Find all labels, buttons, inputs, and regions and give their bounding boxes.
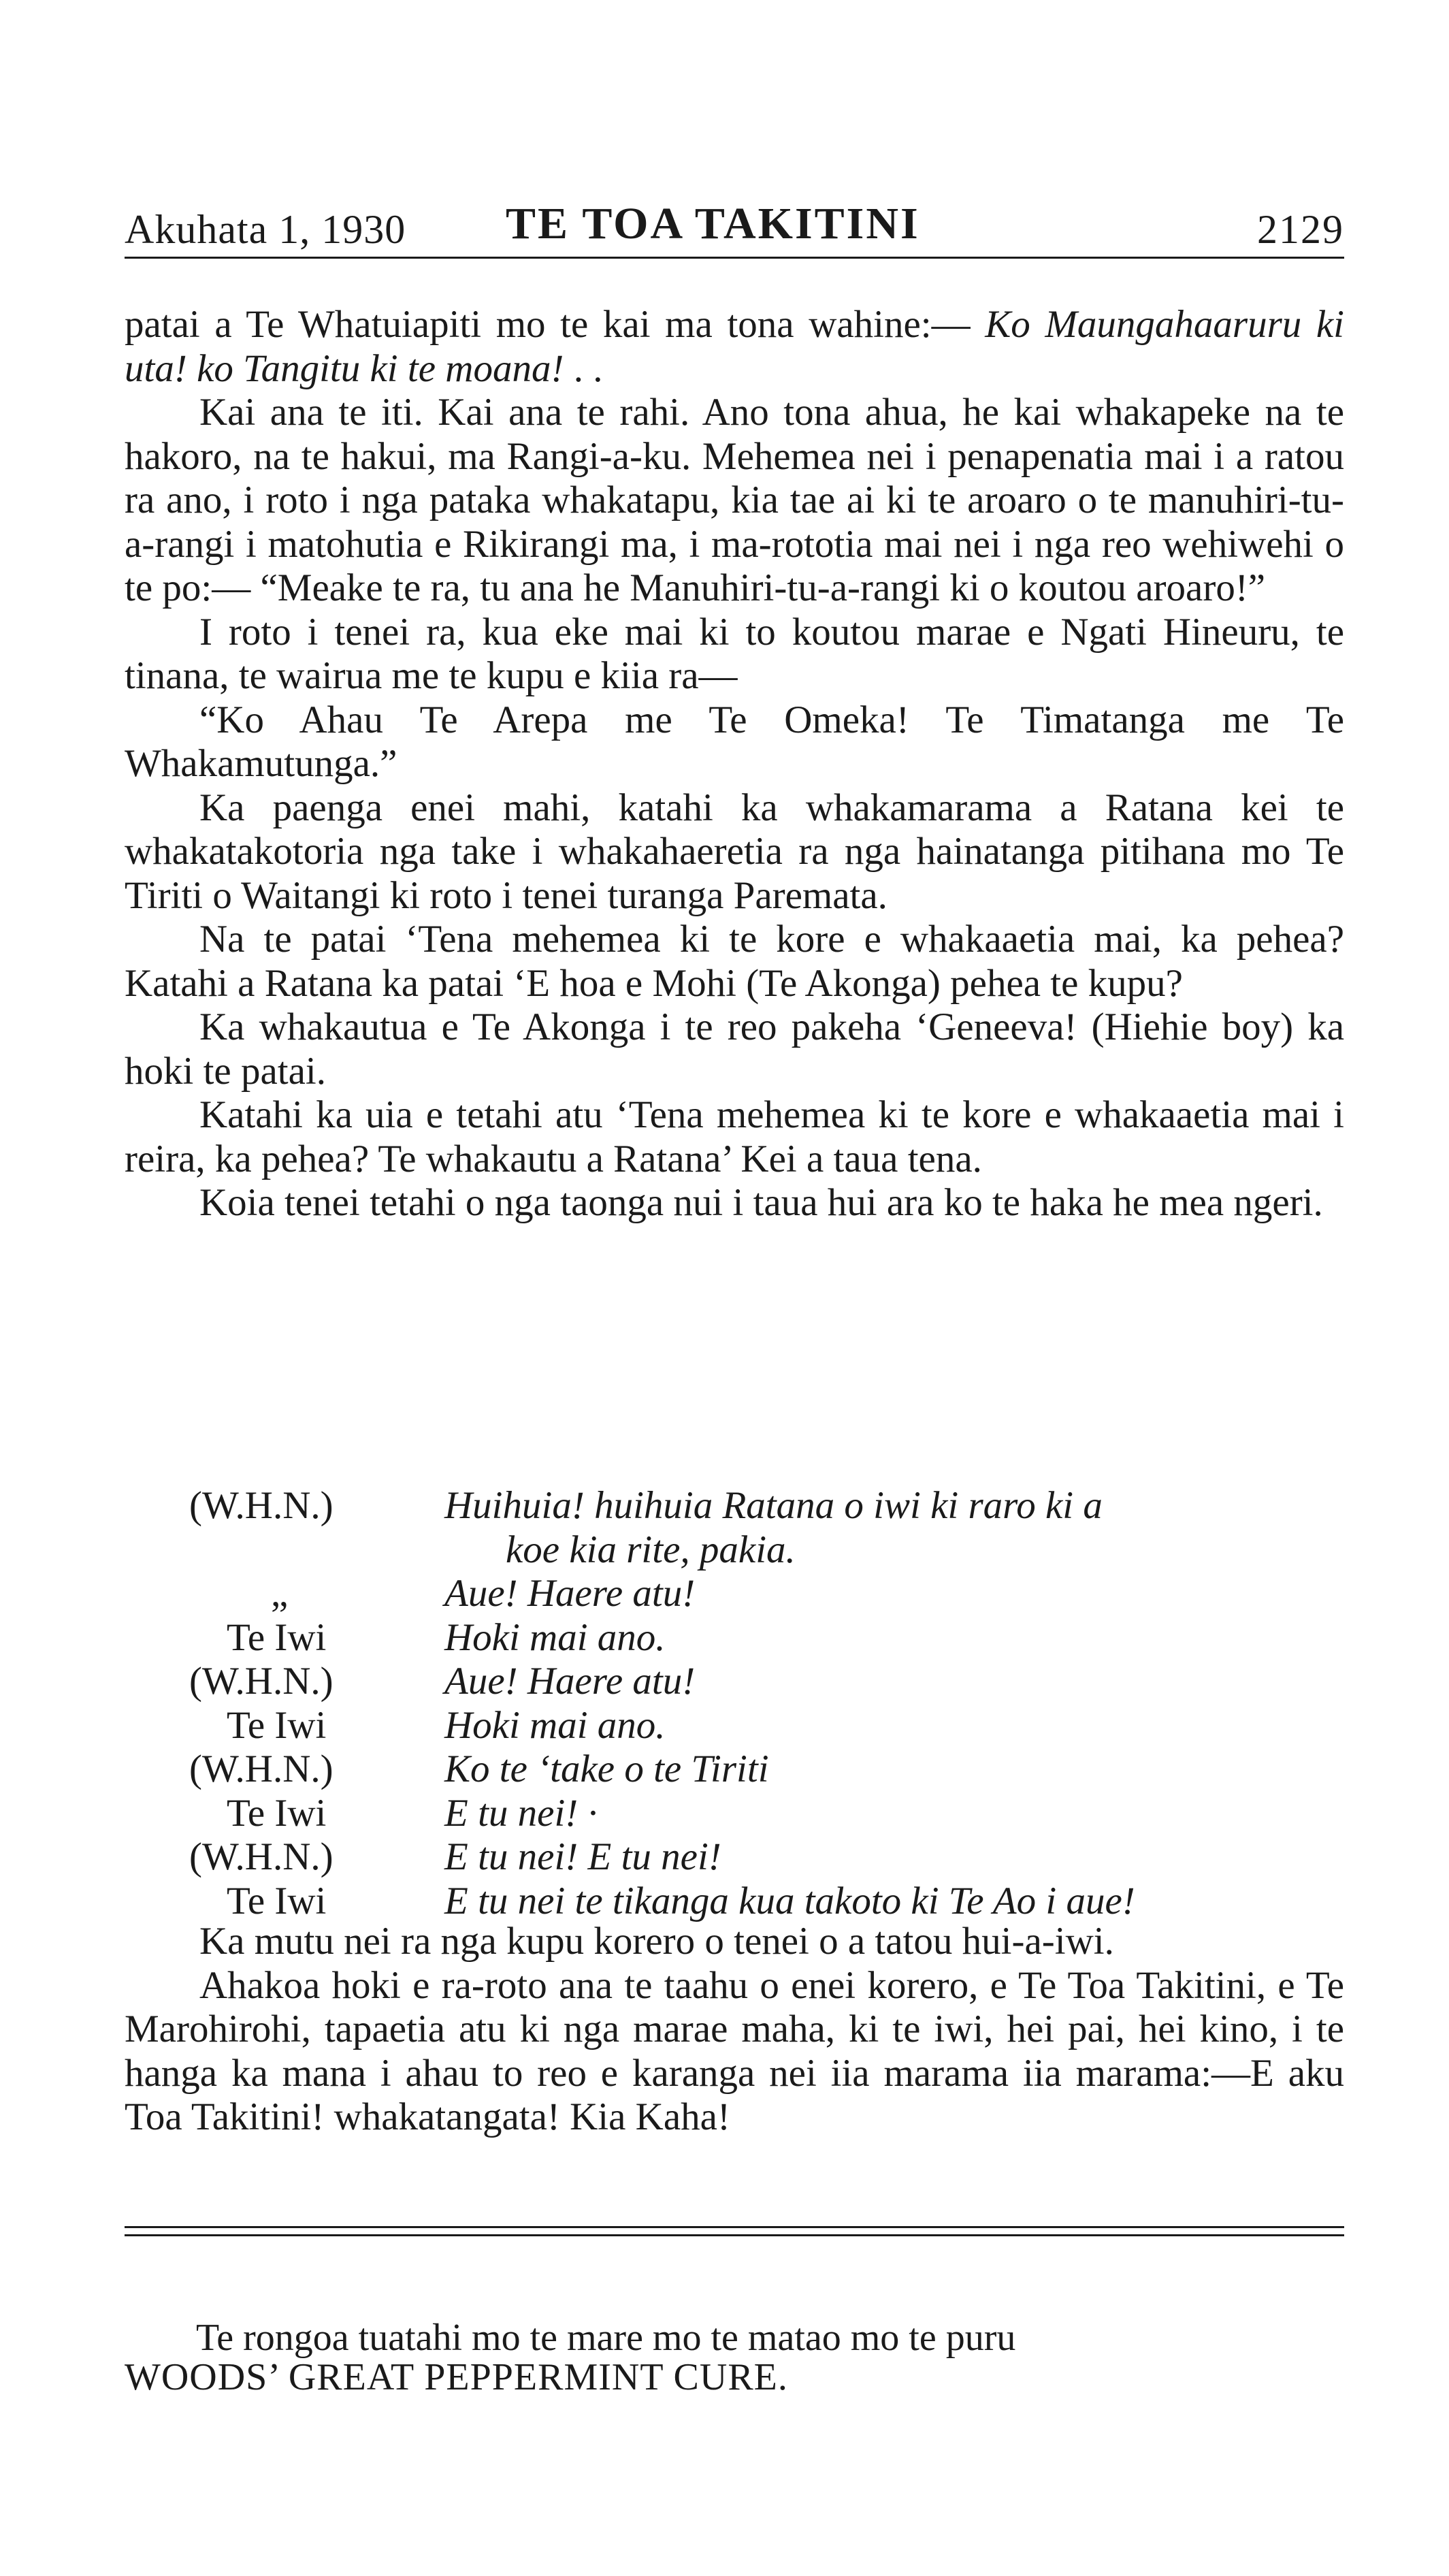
chant-text: Hoki mai ano. [444, 1615, 666, 1659]
chant-speaker: Te Iwi [227, 1615, 327, 1659]
haka-chant [125, 1484, 1344, 1923]
chant-speaker: (W.H.N.) [189, 1748, 333, 1790]
header-rule [125, 257, 1344, 259]
chant-text: Aue! Haere atu! [444, 1572, 696, 1615]
chant-speaker: (W.H.N.) [189, 1835, 333, 1878]
chant-speaker: Te Iwi [227, 1879, 327, 1922]
chant-speaker: (W.H.N.) [189, 1484, 333, 1527]
chant-speaker: Te Iwi [227, 1791, 327, 1835]
chant-line [125, 1792, 1344, 1836]
paragraph [125, 1093, 1344, 1181]
chant-text: Hoki mai ano. [444, 1703, 666, 1747]
advert-product: WOODS’ GREAT PEPPERMINT CURE. [125, 2356, 788, 2398]
chant-text: Huihuia! huihuia Ratana o iwi ki raro ki a [444, 1484, 1103, 1527]
chant-text: E tu nei te tikanga kua takoto ki Te Ao i aue! [444, 1879, 1135, 1922]
text-run: . . [564, 347, 603, 390]
chant-speaker: „ [271, 1572, 289, 1615]
text-run: Na te patai ‘Tena mehemea ki te kore e whakaaetia mai, ka pehea? Katahi a Ratana ka patai ‘E hoa e Mohi (Te Akonga) pehea te kupu? [125, 918, 1344, 1005]
text-run: Kai ana te iti. Kai ana te rahi. Ano tona ahua, he kai whakapeke na te hakoro, na te hakui, ma Rangi-a-ku. Mehemea nei i penapenatia mai i a ratou ra ano, i roto i nga pataka whakatapu, kia tae ai ki te aroaro o te manuhiri-tu-a-rangi i matohutia e Rikirangi ma, i ma-rototia mai nei i nga reo wehiwehi o te po:— “Meake te ra, tu ana he Manuhiri-tu-a-rangi ki o koutou aroaro!” [125, 391, 1344, 609]
page-header [125, 194, 1344, 257]
text-run: Katahi ka uia e tetahi atu ‘Tena mehemea ki te kore e whakaaetia mai i reira, ka pehea? Te whakautu a Ratana’ Kei a taua tena. [125, 1093, 1344, 1180]
text-run: patai a Te Whatuiapiti mo te kai ma tona wahine:— [125, 303, 986, 346]
advertisement [125, 2318, 1344, 2397]
text-run: Ka paenga enei mahi, katahi ka whakamarama a Ratana kei te whakatakotoria nga take i whakahaeretia ra nga hainatanga pitihana mo Te Tiriti o Waitangi ki roto i tenei turanga Paremata. [125, 786, 1344, 917]
issue-date: Akuhata 1, 1930 [125, 207, 406, 252]
masthead-title: TE TOA TAKITINI [506, 199, 920, 248]
chant-text: E tu nei! E tu nei! [444, 1835, 721, 1878]
chant-line [125, 1660, 1344, 1704]
chant-line [125, 1880, 1344, 1924]
footer-rule-top [125, 2226, 1344, 2228]
chant-speaker: (W.H.N.) [189, 1660, 333, 1703]
chant-line [125, 1704, 1344, 1748]
paragraph [125, 611, 1344, 698]
closing-paragraph: Ka mutu nei ra nga kupu korero o tenei o a tatou hui-a-iwi. [199, 1920, 1114, 1963]
paragraph [125, 303, 1344, 391]
chant-line [125, 1572, 1344, 1616]
paragraph [125, 1181, 1344, 1225]
text-run: I roto i tenei ra, kua eke mai ki to koutou marae e Ngati Hineuru, te tinana, te wairua me te kupu e kiia ra— [125, 610, 1344, 697]
text-run: Ka whakautua e Te Akonga i te reo pakeha ‘Geneeva! (Hiehie boy) ka hoki te patai. [125, 1005, 1344, 1093]
article-body [125, 303, 1344, 1225]
paragraph [125, 1005, 1344, 1093]
text-run: Koia tenei tetahi o nga taonga nui i taua hui ara ko te haka he mea ngeri. [199, 1181, 1323, 1224]
footer-rule-bottom [125, 2234, 1344, 2236]
chant-line [125, 1528, 1344, 1573]
chant-line [125, 1835, 1344, 1880]
advert-tagline: Te rongoa tuatahi mo te mare mo te matao mo te puru [196, 2317, 1016, 2359]
page-number: 2129 [1257, 207, 1344, 252]
paragraph [125, 698, 1344, 786]
chant-text: Aue! Haere atu! [444, 1660, 696, 1703]
paragraph [125, 786, 1344, 918]
article-closing [125, 1920, 1344, 2140]
chant-line [125, 1616, 1344, 1660]
paragraph [125, 918, 1344, 1005]
closing-paragraph: Ahakoa hoki e ra-roto ana te taahu o enei korero, e Te Toa Takitini, e Te Marohirohi, tapaetia atu ki nga marae maha, ki te iwi, hei pai, hei kino, i te hanga ka mana i ahau to reo e karanga nei iia marama iia marama:—E aku Toa Takitini! whakatangata! Kia Kaha! [125, 1963, 1344, 2138]
paragraph [125, 391, 1344, 611]
text-run: “Ko Ahau Te Arepa me Te Omeka! Te Timatanga me Te Whakamutunga.” [125, 698, 1344, 785]
chant-line [125, 1484, 1344, 1528]
chant-line [125, 1748, 1344, 1792]
chant-text: koe kia rite, pakia. [506, 1528, 796, 1571]
chant-speaker: Te Iwi [227, 1703, 327, 1747]
chant-text: E tu nei! · [444, 1791, 598, 1835]
chant-text: Ko te ‘take o te Tiriti [444, 1748, 769, 1790]
italic-run: Ko Maungahaaruru ki uta! ko Tangitu ki te moana! [125, 303, 1345, 390]
